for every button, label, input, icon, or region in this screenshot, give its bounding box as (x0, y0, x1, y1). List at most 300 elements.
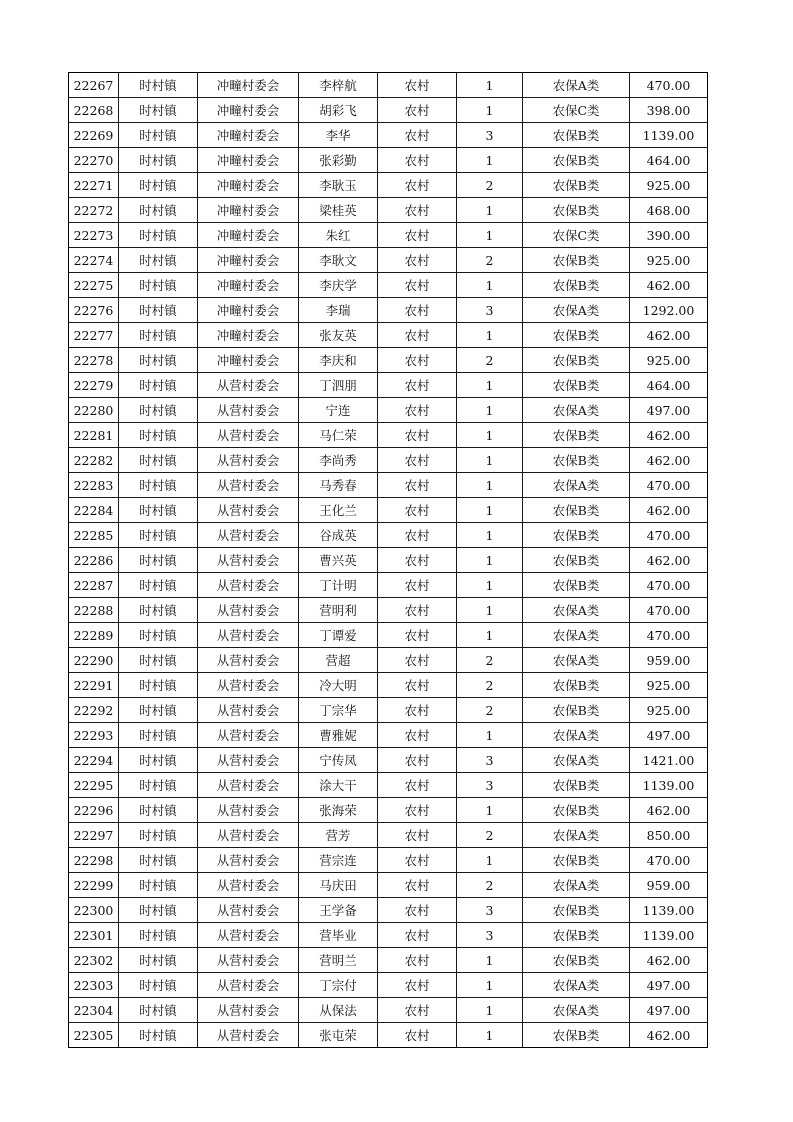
cell-name: 丁谭爱 (299, 623, 378, 648)
cell-household-type: 农村 (378, 498, 457, 523)
cell-amount: 1139.00 (630, 898, 708, 923)
cell-name: 曹兴英 (299, 548, 378, 573)
cell-town: 时村镇 (119, 148, 198, 173)
cell-count: 2 (457, 673, 523, 698)
cell-name: 丁宗华 (299, 698, 378, 723)
table-row (69, 998, 708, 1023)
cell-id: 22283 (69, 473, 119, 498)
cell-id: 22268 (69, 98, 119, 123)
cell-name: 李尚秀 (299, 448, 378, 473)
cell-village: 从营村委会 (198, 623, 299, 648)
cell-amount: 925.00 (630, 248, 708, 273)
cell-category: 农保B类 (523, 373, 630, 398)
cell-count: 1 (457, 523, 523, 548)
cell-count: 1 (457, 1023, 523, 1048)
cell-town: 时村镇 (119, 823, 198, 848)
cell-household-type: 农村 (378, 998, 457, 1023)
cell-household-type: 农村 (378, 573, 457, 598)
cell-name: 张友英 (299, 323, 378, 348)
cell-household-type: 农村 (378, 448, 457, 473)
cell-category: 农保B类 (523, 423, 630, 448)
cell-count: 1 (457, 398, 523, 423)
cell-id: 22298 (69, 848, 119, 873)
cell-village: 从营村委会 (198, 948, 299, 973)
cell-household-type: 农村 (378, 648, 457, 673)
cell-id: 22297 (69, 823, 119, 848)
table-row (69, 223, 708, 248)
cell-household-type: 农村 (378, 348, 457, 373)
cell-id: 22304 (69, 998, 119, 1023)
cell-category: 农保B类 (523, 698, 630, 723)
cell-category: 农保A类 (523, 73, 630, 98)
cell-amount: 1139.00 (630, 773, 708, 798)
cell-amount: 470.00 (630, 848, 708, 873)
cell-household-type: 农村 (378, 223, 457, 248)
cell-amount: 398.00 (630, 98, 708, 123)
cell-town: 时村镇 (119, 323, 198, 348)
cell-amount: 464.00 (630, 373, 708, 398)
cell-name: 谷成英 (299, 523, 378, 548)
cell-name: 曹雅妮 (299, 723, 378, 748)
cell-category: 农保B类 (523, 948, 630, 973)
cell-village: 从营村委会 (198, 823, 299, 848)
cell-town: 时村镇 (119, 423, 198, 448)
table-row (69, 423, 708, 448)
cell-amount: 497.00 (630, 398, 708, 423)
cell-category: 农保B类 (523, 673, 630, 698)
cell-count: 2 (457, 823, 523, 848)
cell-name: 李梓航 (299, 73, 378, 98)
cell-category: 农保B类 (523, 523, 630, 548)
cell-id: 22281 (69, 423, 119, 448)
cell-town: 时村镇 (119, 98, 198, 123)
cell-category: 农保B类 (523, 898, 630, 923)
cell-id: 22290 (69, 648, 119, 673)
cell-name: 李耿玉 (299, 173, 378, 198)
table-row (69, 648, 708, 673)
table-row (69, 348, 708, 373)
cell-category: 农保B类 (523, 848, 630, 873)
table-row (69, 173, 708, 198)
cell-household-type: 农村 (378, 298, 457, 323)
cell-amount: 470.00 (630, 623, 708, 648)
cell-village: 从营村委会 (198, 373, 299, 398)
cell-town: 时村镇 (119, 1023, 198, 1048)
cell-household-type: 农村 (378, 523, 457, 548)
cell-household-type: 农村 (378, 948, 457, 973)
cell-id: 22299 (69, 873, 119, 898)
cell-household-type: 农村 (378, 698, 457, 723)
cell-count: 3 (457, 298, 523, 323)
cell-name: 李瑞 (299, 298, 378, 323)
table-row (69, 673, 708, 698)
cell-town: 时村镇 (119, 273, 198, 298)
table-body (69, 73, 708, 1048)
cell-amount: 462.00 (630, 423, 708, 448)
cell-id: 22292 (69, 698, 119, 723)
cell-id: 22296 (69, 798, 119, 823)
table-row (69, 148, 708, 173)
cell-name: 王学备 (299, 898, 378, 923)
cell-id: 22269 (69, 123, 119, 148)
cell-category: 农保A类 (523, 873, 630, 898)
cell-village: 从营村委会 (198, 998, 299, 1023)
table-row (69, 523, 708, 548)
cell-name: 营明兰 (299, 948, 378, 973)
cell-count: 1 (457, 948, 523, 973)
cell-count: 1 (457, 998, 523, 1023)
cell-village: 从营村委会 (198, 398, 299, 423)
cell-count: 2 (457, 873, 523, 898)
cell-amount: 462.00 (630, 798, 708, 823)
cell-name: 李华 (299, 123, 378, 148)
cell-count: 1 (457, 848, 523, 873)
cell-town: 时村镇 (119, 898, 198, 923)
cell-household-type: 农村 (378, 723, 457, 748)
cell-category: 农保B类 (523, 773, 630, 798)
cell-amount: 497.00 (630, 723, 708, 748)
cell-amount: 470.00 (630, 73, 708, 98)
cell-name: 宁传凤 (299, 748, 378, 773)
cell-id: 22280 (69, 398, 119, 423)
table-row (69, 273, 708, 298)
cell-count: 3 (457, 748, 523, 773)
cell-town: 时村镇 (119, 173, 198, 198)
cell-town: 时村镇 (119, 73, 198, 98)
cell-village: 冲疃村委会 (198, 273, 299, 298)
cell-household-type: 农村 (378, 598, 457, 623)
cell-name: 丁计明 (299, 573, 378, 598)
cell-category: 农保B类 (523, 923, 630, 948)
cell-id: 22287 (69, 573, 119, 598)
cell-name: 从保法 (299, 998, 378, 1023)
cell-village: 从营村委会 (198, 798, 299, 823)
cell-town: 时村镇 (119, 598, 198, 623)
cell-name: 李庆学 (299, 273, 378, 298)
cell-village: 冲疃村委会 (198, 148, 299, 173)
cell-category: 农保B类 (523, 323, 630, 348)
cell-amount: 959.00 (630, 648, 708, 673)
data-table (68, 72, 708, 1048)
cell-household-type: 农村 (378, 248, 457, 273)
cell-id: 22286 (69, 548, 119, 573)
cell-household-type: 农村 (378, 423, 457, 448)
cell-household-type: 农村 (378, 623, 457, 648)
cell-count: 3 (457, 123, 523, 148)
table-row (69, 848, 708, 873)
cell-village: 从营村委会 (198, 523, 299, 548)
cell-village: 从营村委会 (198, 923, 299, 948)
cell-household-type: 农村 (378, 548, 457, 573)
cell-amount: 925.00 (630, 348, 708, 373)
cell-town: 时村镇 (119, 348, 198, 373)
table-row (69, 98, 708, 123)
cell-count: 2 (457, 348, 523, 373)
cell-household-type: 农村 (378, 848, 457, 873)
cell-count: 1 (457, 323, 523, 348)
table-row (69, 573, 708, 598)
cell-household-type: 农村 (378, 398, 457, 423)
cell-count: 1 (457, 723, 523, 748)
cell-category: 农保B类 (523, 448, 630, 473)
cell-household-type: 农村 (378, 873, 457, 898)
cell-category: 农保B类 (523, 498, 630, 523)
cell-village: 从营村委会 (198, 848, 299, 873)
cell-household-type: 农村 (378, 323, 457, 348)
cell-id: 22303 (69, 973, 119, 998)
cell-count: 1 (457, 423, 523, 448)
table-row (69, 73, 708, 98)
cell-category: 农保A类 (523, 398, 630, 423)
cell-id: 22300 (69, 898, 119, 923)
cell-id: 22270 (69, 148, 119, 173)
cell-count: 1 (457, 498, 523, 523)
cell-town: 时村镇 (119, 798, 198, 823)
cell-id: 22285 (69, 523, 119, 548)
cell-village: 冲疃村委会 (198, 123, 299, 148)
cell-id: 22279 (69, 373, 119, 398)
cell-amount: 959.00 (630, 873, 708, 898)
cell-village: 从营村委会 (198, 598, 299, 623)
cell-amount: 462.00 (630, 1023, 708, 1048)
cell-name: 张屯荣 (299, 1023, 378, 1048)
cell-household-type: 农村 (378, 73, 457, 98)
cell-count: 1 (457, 198, 523, 223)
cell-amount: 925.00 (630, 673, 708, 698)
cell-household-type: 农村 (378, 748, 457, 773)
cell-name: 胡彩飞 (299, 98, 378, 123)
cell-name: 营芳 (299, 823, 378, 848)
table-row (69, 873, 708, 898)
cell-town: 时村镇 (119, 998, 198, 1023)
cell-category: 农保B类 (523, 348, 630, 373)
cell-category: 农保B类 (523, 173, 630, 198)
cell-household-type: 农村 (378, 98, 457, 123)
cell-household-type: 农村 (378, 823, 457, 848)
cell-name: 朱红 (299, 223, 378, 248)
cell-name: 梁桂英 (299, 198, 378, 223)
cell-id: 22291 (69, 673, 119, 698)
cell-category: 农保A类 (523, 623, 630, 648)
cell-household-type: 农村 (378, 373, 457, 398)
cell-village: 从营村委会 (198, 423, 299, 448)
cell-count: 1 (457, 623, 523, 648)
table-row (69, 698, 708, 723)
cell-town: 时村镇 (119, 198, 198, 223)
cell-household-type: 农村 (378, 673, 457, 698)
cell-household-type: 农村 (378, 198, 457, 223)
cell-name: 马庆田 (299, 873, 378, 898)
cell-town: 时村镇 (119, 698, 198, 723)
cell-id: 22289 (69, 623, 119, 648)
cell-category: 农保A类 (523, 473, 630, 498)
cell-category: 农保B类 (523, 573, 630, 598)
table-row (69, 123, 708, 148)
table-row (69, 373, 708, 398)
cell-count: 1 (457, 148, 523, 173)
cell-household-type: 农村 (378, 473, 457, 498)
cell-count: 2 (457, 648, 523, 673)
cell-village: 冲疃村委会 (198, 348, 299, 373)
cell-town: 时村镇 (119, 498, 198, 523)
cell-id: 22294 (69, 748, 119, 773)
cell-count: 2 (457, 248, 523, 273)
cell-town: 时村镇 (119, 248, 198, 273)
cell-count: 2 (457, 173, 523, 198)
cell-category: 农保A类 (523, 748, 630, 773)
cell-village: 冲疃村委会 (198, 98, 299, 123)
cell-id: 22272 (69, 198, 119, 223)
cell-name: 涂大干 (299, 773, 378, 798)
cell-household-type: 农村 (378, 923, 457, 948)
cell-name: 马秀春 (299, 473, 378, 498)
table-row (69, 773, 708, 798)
cell-id: 22267 (69, 73, 119, 98)
cell-id: 22274 (69, 248, 119, 273)
cell-amount: 1292.00 (630, 298, 708, 323)
cell-amount: 470.00 (630, 523, 708, 548)
cell-category: 农保C类 (523, 98, 630, 123)
table-row (69, 298, 708, 323)
cell-village: 冲疃村委会 (198, 198, 299, 223)
cell-amount: 470.00 (630, 573, 708, 598)
cell-town: 时村镇 (119, 448, 198, 473)
cell-village: 从营村委会 (198, 548, 299, 573)
cell-town: 时村镇 (119, 573, 198, 598)
cell-name: 张海荣 (299, 798, 378, 823)
cell-village: 冲疃村委会 (198, 173, 299, 198)
cell-name: 宁连 (299, 398, 378, 423)
cell-village: 从营村委会 (198, 723, 299, 748)
cell-amount: 925.00 (630, 173, 708, 198)
cell-town: 时村镇 (119, 923, 198, 948)
cell-amount: 462.00 (630, 273, 708, 298)
cell-amount: 462.00 (630, 498, 708, 523)
cell-category: 农保A类 (523, 823, 630, 848)
table-row (69, 973, 708, 998)
table-row (69, 798, 708, 823)
cell-village: 从营村委会 (198, 973, 299, 998)
cell-id: 22271 (69, 173, 119, 198)
cell-category: 农保B类 (523, 148, 630, 173)
cell-town: 时村镇 (119, 648, 198, 673)
cell-village: 从营村委会 (198, 1023, 299, 1048)
cell-id: 22278 (69, 348, 119, 373)
cell-town: 时村镇 (119, 773, 198, 798)
cell-count: 1 (457, 573, 523, 598)
cell-amount: 464.00 (630, 148, 708, 173)
cell-amount: 925.00 (630, 698, 708, 723)
cell-amount: 390.00 (630, 223, 708, 248)
cell-count: 3 (457, 923, 523, 948)
cell-amount: 497.00 (630, 998, 708, 1023)
cell-name: 马仁荣 (299, 423, 378, 448)
cell-count: 1 (457, 373, 523, 398)
cell-town: 时村镇 (119, 373, 198, 398)
cell-amount: 470.00 (630, 598, 708, 623)
cell-id: 22293 (69, 723, 119, 748)
table-row (69, 473, 708, 498)
cell-count: 1 (457, 598, 523, 623)
cell-town: 时村镇 (119, 523, 198, 548)
cell-category: 农保A类 (523, 648, 630, 673)
cell-name: 张彩勤 (299, 148, 378, 173)
cell-amount: 462.00 (630, 548, 708, 573)
table-row (69, 748, 708, 773)
cell-id: 22284 (69, 498, 119, 523)
cell-village: 冲疃村委会 (198, 248, 299, 273)
cell-category: 农保A类 (523, 998, 630, 1023)
cell-category: 农保B类 (523, 798, 630, 823)
cell-town: 时村镇 (119, 848, 198, 873)
cell-household-type: 农村 (378, 798, 457, 823)
cell-name: 冷大明 (299, 673, 378, 698)
cell-household-type: 农村 (378, 773, 457, 798)
cell-amount: 1139.00 (630, 923, 708, 948)
cell-household-type: 农村 (378, 148, 457, 173)
cell-town: 时村镇 (119, 123, 198, 148)
cell-count: 2 (457, 698, 523, 723)
cell-village: 冲疃村委会 (198, 223, 299, 248)
cell-count: 1 (457, 798, 523, 823)
cell-count: 1 (457, 73, 523, 98)
cell-category: 农保A类 (523, 723, 630, 748)
cell-amount: 468.00 (630, 198, 708, 223)
cell-village: 冲疃村委会 (198, 73, 299, 98)
cell-category: 农保B类 (523, 248, 630, 273)
cell-name: 营明利 (299, 598, 378, 623)
cell-town: 时村镇 (119, 298, 198, 323)
cell-count: 3 (457, 898, 523, 923)
cell-town: 时村镇 (119, 873, 198, 898)
cell-name: 丁泗朋 (299, 373, 378, 398)
cell-village: 从营村委会 (198, 773, 299, 798)
cell-category: 农保B类 (523, 548, 630, 573)
cell-amount: 1421.00 (630, 748, 708, 773)
cell-id: 22282 (69, 448, 119, 473)
table-row (69, 198, 708, 223)
table-row (69, 598, 708, 623)
table-row (69, 498, 708, 523)
cell-name: 李庆和 (299, 348, 378, 373)
cell-id: 22276 (69, 298, 119, 323)
cell-id: 22288 (69, 598, 119, 623)
table-row (69, 323, 708, 348)
cell-name: 李耿文 (299, 248, 378, 273)
cell-village: 从营村委会 (198, 498, 299, 523)
cell-household-type: 农村 (378, 273, 457, 298)
cell-village: 从营村委会 (198, 573, 299, 598)
cell-count: 1 (457, 98, 523, 123)
table-row (69, 448, 708, 473)
cell-village: 从营村委会 (198, 748, 299, 773)
cell-village: 从营村委会 (198, 673, 299, 698)
cell-village: 从营村委会 (198, 898, 299, 923)
cell-amount: 850.00 (630, 823, 708, 848)
cell-id: 22302 (69, 948, 119, 973)
cell-id: 22305 (69, 1023, 119, 1048)
cell-village: 从营村委会 (198, 473, 299, 498)
cell-name: 丁宗付 (299, 973, 378, 998)
cell-name: 营超 (299, 648, 378, 673)
cell-count: 1 (457, 448, 523, 473)
cell-name: 王化兰 (299, 498, 378, 523)
cell-household-type: 农村 (378, 173, 457, 198)
table-row (69, 898, 708, 923)
cell-category: 农保B类 (523, 198, 630, 223)
cell-village: 从营村委会 (198, 698, 299, 723)
cell-town: 时村镇 (119, 623, 198, 648)
